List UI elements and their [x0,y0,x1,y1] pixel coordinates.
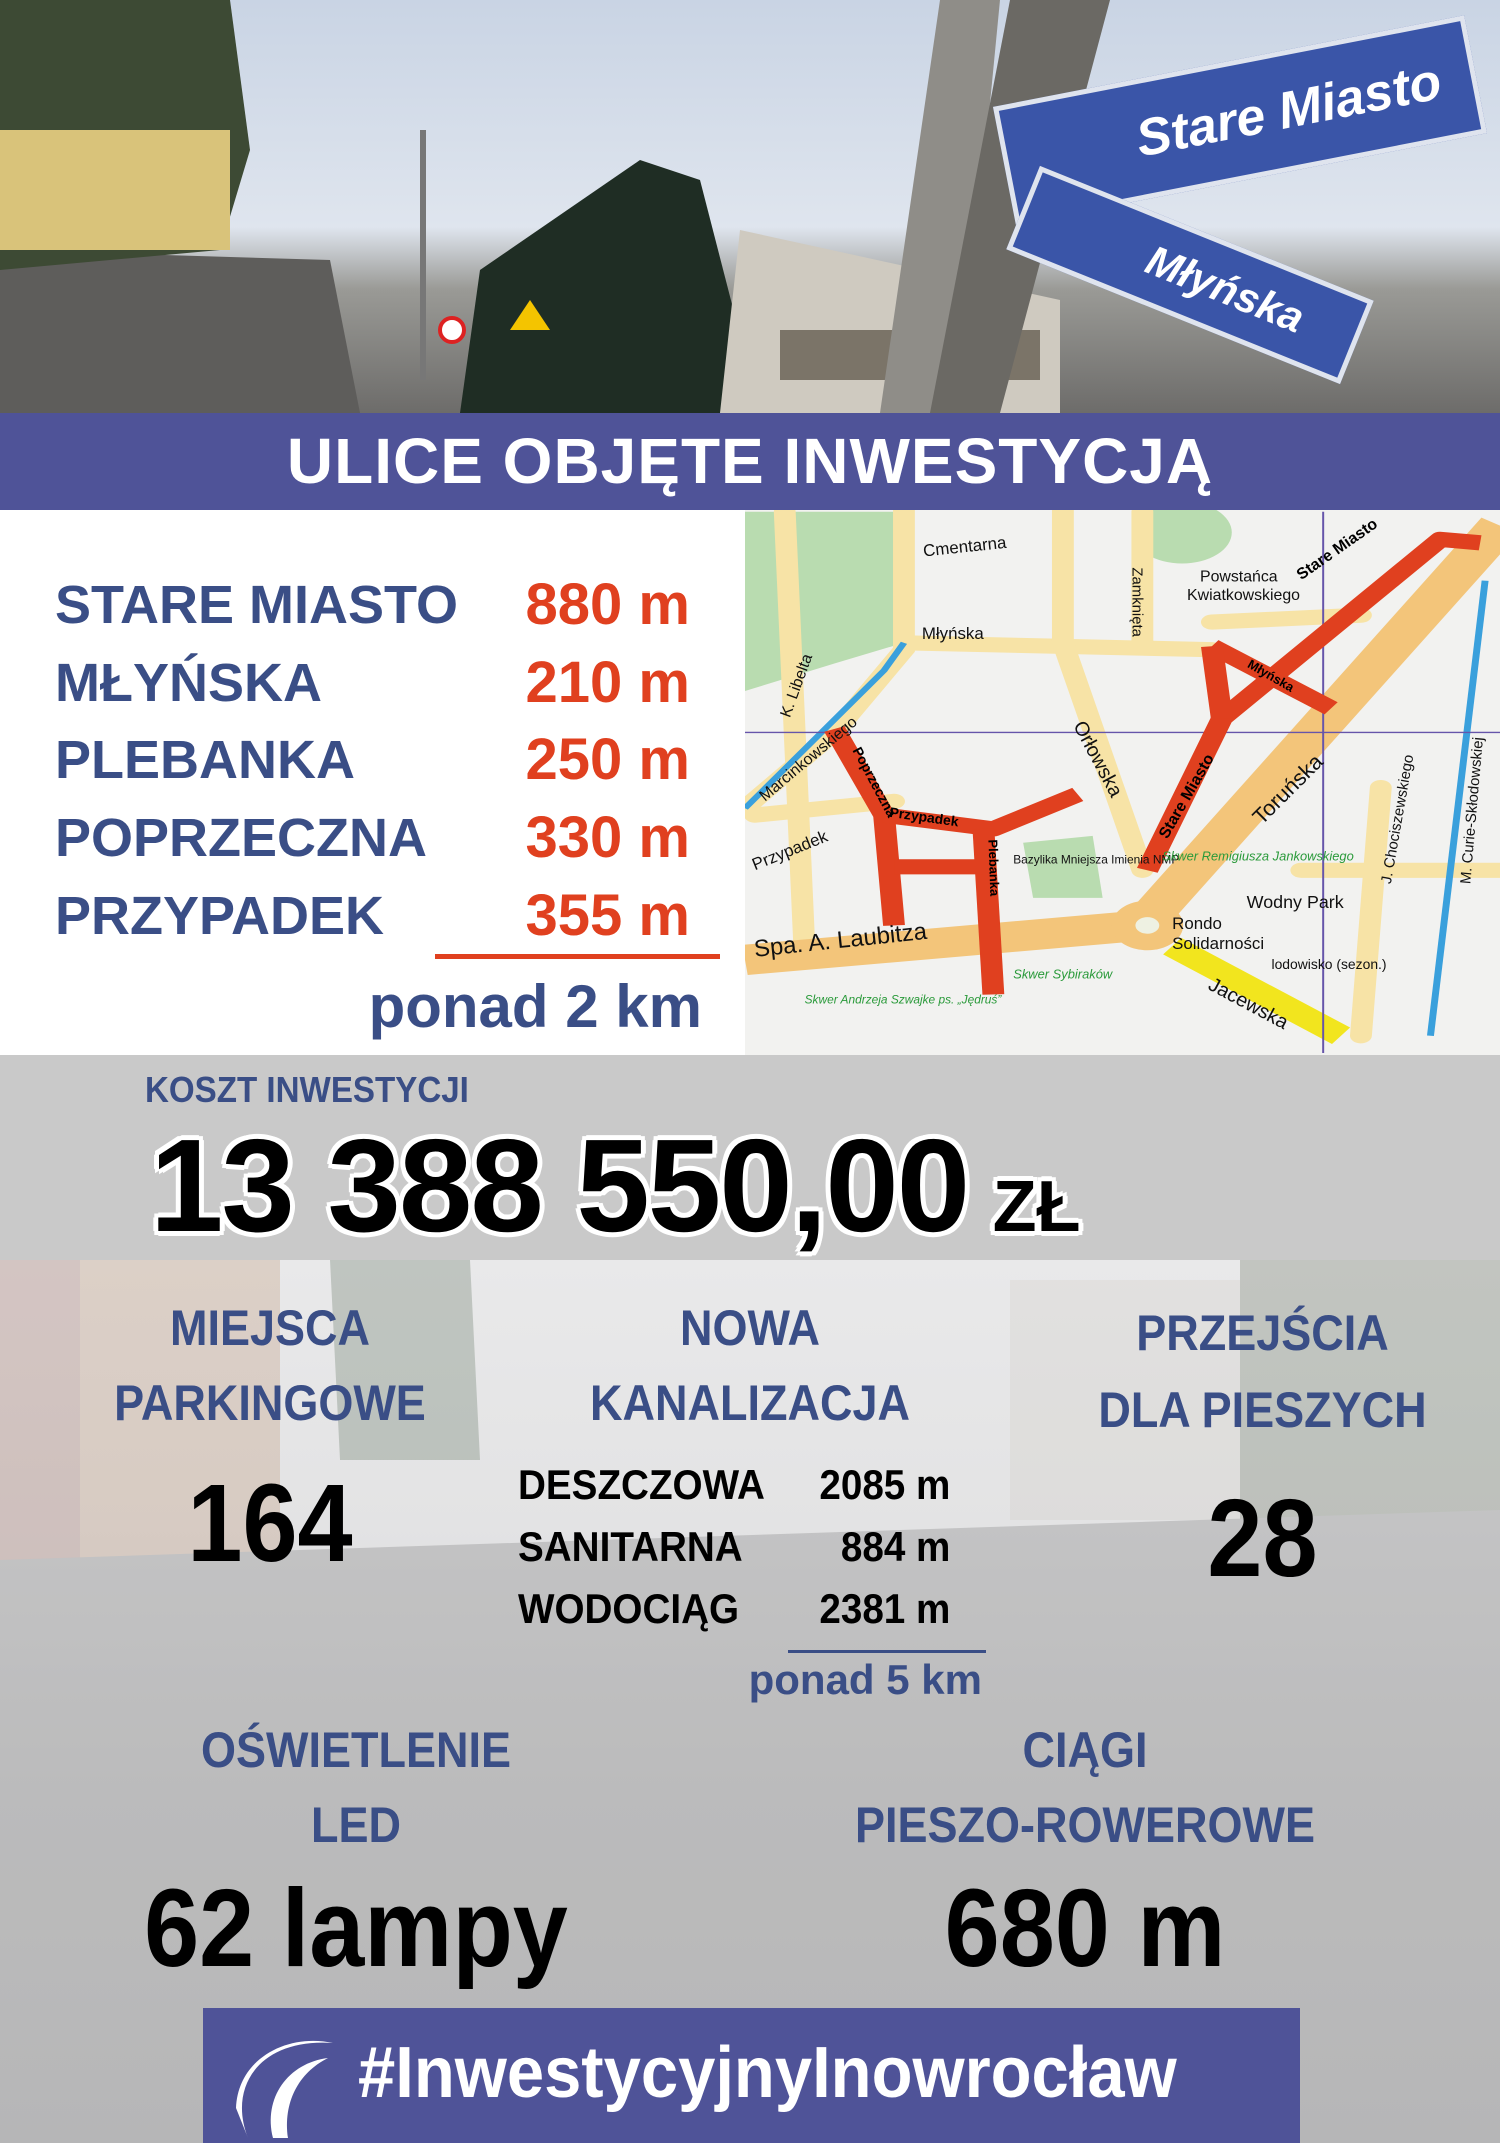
map-label: lodowisko (sezon.) [1271,955,1387,972]
map-route-label: Młyńska [1245,656,1297,695]
map-label: Skwer Sybiraków [1013,966,1113,982]
map-label: Solidarności [1172,933,1265,953]
stat-heading: DLA PIESZYCH [1098,1382,1427,1438]
cost-amount: 13 388 550,00 [150,1112,969,1259]
map-canvas [745,510,1500,1055]
sewer-row: DESZCZOWA 2085 m [518,1461,951,1508]
map-route-label: Przypadek [888,803,960,830]
street-name: PLEBANKA [55,730,356,790]
street-sign-mlynska: Młyńska [1006,166,1374,384]
map-label: J. Chociszewskiego [1378,753,1418,886]
map-label: Wodny Park [1246,892,1344,913]
hashtag-banner [203,2008,1300,2143]
city-logo-icon [228,2028,338,2143]
investment-map [745,510,1500,1055]
map-label: Bazylika Mniejsza Imienia NMP [1013,852,1180,867]
sum-divider [435,954,720,959]
map-label: Przypadek [749,826,831,875]
map-label: Toruńska [1247,748,1328,830]
map-route-label: Stare Miasto [1293,515,1381,584]
cost-band [0,1055,1500,1260]
street-length: 210 m [525,650,690,715]
sewer-total: ponad 5 km [748,1656,982,1703]
street-sign-stare-miasto: Stare Miasto [993,15,1487,224]
street-name: POPRZECZNA [55,808,428,868]
map-label: Marcinkowskiego [756,713,861,805]
map-label: Spa. A. Laubitza [752,917,929,963]
section-title: ULICE OBJĘTE INWESTYCJĄ [0,413,1500,510]
stat-heading: OŚWIETLENIE [200,1722,512,1778]
street-length: 250 m [525,727,690,792]
street-name: STARE MIASTO [55,575,459,635]
map-label: Zamknięta [1128,567,1145,637]
map-route-label: Poprzeczna [849,744,901,820]
map-label: Kwiatkowskiego [1187,587,1301,605]
street-name: MŁYŃSKA [55,653,322,713]
cost-value [150,1110,1081,1261]
streets-total: ponad 2 km [368,973,702,1040]
street-name: PRZYPADEK [55,886,385,946]
sum-divider [788,1650,986,1653]
square-area [1023,836,1102,898]
streets-list [0,510,745,1055]
stat-heading: KANALIZACJA [589,1375,910,1431]
map-route-label: Stare Miasto [1155,751,1218,842]
stat-value: 164 [187,1462,353,1585]
stat-value: 680 m [944,1867,1226,1990]
map-label: Orłowska [1068,717,1127,801]
map-route-label: Plebanka [985,839,1003,897]
map-label: K. Libelta [777,651,817,720]
stat-heading: LED [311,1797,401,1853]
cost-label: KOSZT INWESTYCJI [145,1069,469,1110]
map-label: Młyńska [921,623,984,643]
hashtag-text: #InwestycyjnyInowrocław [358,2033,1177,2113]
street-length: 355 m [525,883,690,948]
cost-currency: ZŁ [992,1167,1081,1247]
stat-value: 28 [1207,1477,1318,1600]
map-label: Powstańca [1199,568,1278,586]
map-label: Skwer Remigiusza Jankowskiego [1162,848,1354,864]
stat-heading: PIESZO-ROWEROWE [854,1797,1315,1853]
sewer-row: WODOCIĄG 2381 m [518,1585,951,1632]
stat-heading: NOWA [679,1300,820,1356]
map-label: Jacewska [1204,973,1292,1034]
map-label: Cmentarna [922,532,1008,561]
street-length: 330 m [525,805,690,870]
sewer-row: SANITARNA 884 m [518,1523,951,1570]
header-photo [0,0,1500,413]
stat-heading: PRZEJŚCIA [1136,1305,1389,1361]
map-label: M. Curie-Skłodowskiej [1458,736,1488,885]
map-label: Rondo [1172,914,1222,934]
stat-heading: PARKINGOWE [114,1375,426,1431]
stat-value: 62 lampy [144,1867,568,1990]
stat-heading: MIEJSCA [169,1300,371,1356]
map-label: Skwer Andrzeja Szwajke ps. „Jędruś” [804,992,1002,1007]
street-length: 880 m [525,572,690,637]
stat-heading: CIĄGI [1022,1722,1148,1778]
